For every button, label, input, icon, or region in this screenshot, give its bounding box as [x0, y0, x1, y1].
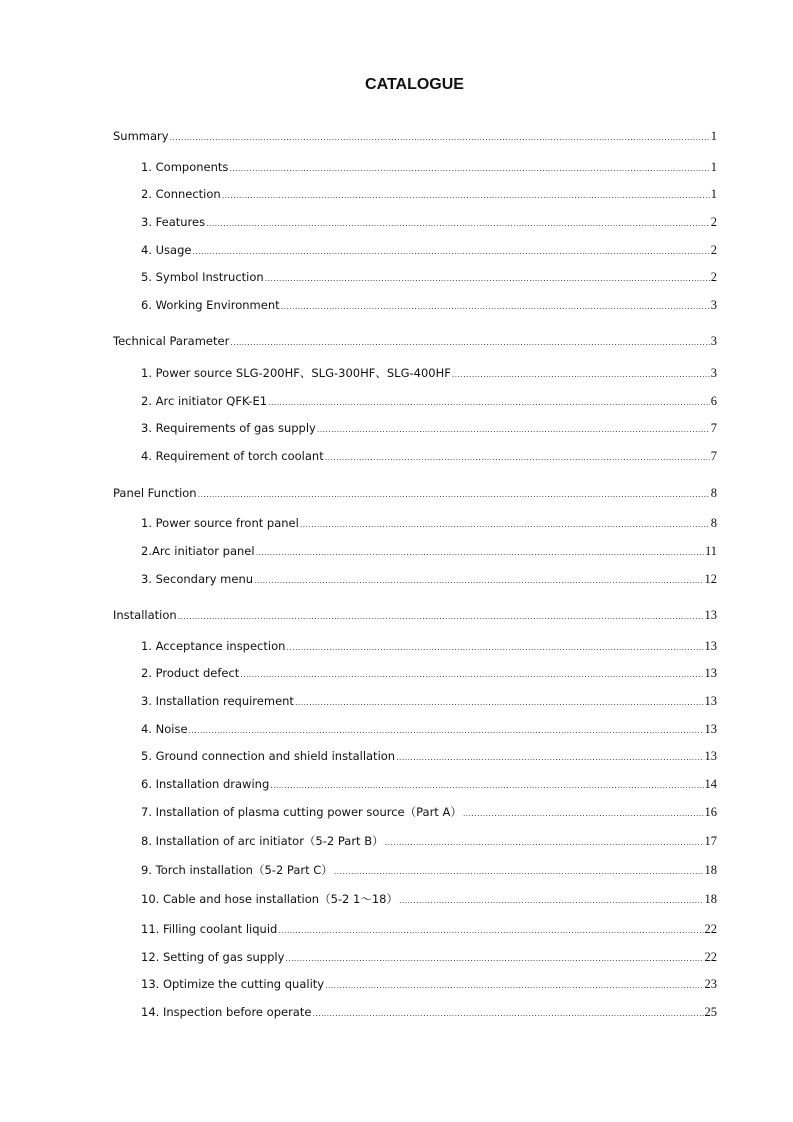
dot-leader: [256, 545, 704, 561]
toc-subsection-entry[interactable]: [141, 665, 717, 683]
dot-leader: [285, 951, 703, 967]
toc-subsection-entry[interactable]: [141, 571, 717, 589]
toc-subsection-entry[interactable]: [141, 420, 717, 438]
toc-entry-page-number: 25: [704, 1005, 717, 1019]
toc-entry-page-number: 7: [710, 421, 717, 435]
dot-leader: [334, 864, 704, 880]
toc-entry-label: 1. Power source SLG-200HF、SLG-300HF、SLG-400HF: [141, 366, 451, 380]
dot-leader: [268, 395, 710, 411]
toc-entry-page-number: 3: [710, 334, 717, 348]
toc-entry-page-number: 1: [710, 187, 717, 201]
dot-leader: [396, 750, 703, 766]
dot-leader: [254, 573, 703, 589]
dot-leader: [198, 487, 710, 503]
toc-entry-label: 2. Connection: [141, 187, 221, 201]
toc-subsection-entry[interactable]: [141, 804, 717, 822]
toc-entry-page-number: 2: [710, 270, 717, 284]
dot-leader: [240, 667, 703, 683]
toc-entry-page-number: 6: [710, 394, 717, 408]
toc-entry-label: 11. Filling coolant liquid: [141, 922, 278, 936]
toc-entry-label: 1. Power source front panel: [141, 516, 299, 530]
toc-entry-page-number: 17: [704, 834, 717, 848]
toc-entry-page-number: 14: [704, 777, 717, 791]
toc-subsection-entry[interactable]: [141, 693, 717, 711]
toc-subsection-entry[interactable]: [141, 543, 717, 561]
dot-leader: [463, 806, 704, 822]
toc-entry-page-number: 16: [704, 805, 717, 819]
toc-entry-label: 1. Acceptance inspection: [141, 639, 286, 653]
toc-entry-page-number: 13: [704, 666, 717, 680]
toc-subsection-entry[interactable]: [141, 638, 717, 656]
dot-leader: [385, 835, 704, 851]
toc-entry-label: 2. Arc initiator QFK-E1: [141, 394, 268, 408]
toc-subsection-entry[interactable]: [141, 949, 717, 967]
toc-subsection-entry[interactable]: [141, 448, 717, 466]
toc-subsection-entry[interactable]: [141, 365, 717, 383]
toc-subsection-entry[interactable]: [141, 833, 717, 851]
toc-entry-label: Technical Parameter: [113, 334, 230, 348]
toc-entry-label: 3. Installation requirement: [141, 694, 294, 708]
dot-leader: [265, 271, 710, 287]
dot-leader: [170, 130, 710, 146]
toc-subsection-entry[interactable]: [141, 976, 717, 994]
toc-subsection-entry[interactable]: [141, 891, 717, 909]
toc-subsection-entry[interactable]: [141, 748, 717, 766]
dot-leader: [317, 422, 710, 438]
toc-entry-label: 10. Cable and hose installation（5-2 1～18）: [141, 892, 398, 906]
toc-entry-page-number: 1: [710, 129, 717, 143]
toc-entry-page-number: 13: [704, 608, 717, 622]
dot-leader: [278, 923, 703, 939]
toc-entry-page-number: 12: [704, 572, 717, 586]
toc-entry-label: 6. Working Environment: [141, 298, 280, 312]
dot-leader: [229, 161, 709, 177]
toc-entry-label: 1. Components: [141, 160, 229, 174]
dot-leader: [452, 367, 710, 383]
toc-subsection-entry[interactable]: [141, 269, 717, 287]
toc-entry-page-number: 22: [704, 950, 717, 964]
toc-entry-label: 2. Product defect: [141, 666, 240, 680]
toc-entry-label: 5. Symbol Instruction: [141, 270, 264, 284]
toc-entry-label: 6. Installation drawing: [141, 777, 270, 791]
dot-leader: [295, 695, 704, 711]
toc-entry-page-number: 18: [704, 863, 717, 877]
toc-subsection-entry[interactable]: [141, 515, 717, 533]
toc-subsection-entry[interactable]: [141, 721, 717, 739]
toc-section-entry[interactable]: [113, 128, 717, 146]
toc-entry-page-number: 13: [704, 749, 717, 763]
toc-entry-label: 3. Secondary menu: [141, 572, 254, 586]
toc-subsection-entry[interactable]: [141, 159, 717, 177]
toc-entry-page-number: 13: [704, 639, 717, 653]
toc-entry-label: 3. Features: [141, 215, 206, 229]
dot-leader: [312, 1006, 703, 1022]
toc-entry-label: 14. Inspection before operate: [141, 1005, 312, 1019]
toc-entry-page-number: 2: [710, 215, 717, 229]
toc-entry-page-number: 23: [704, 977, 717, 991]
toc-entry-label: Panel Function: [113, 486, 197, 500]
dot-leader: [206, 216, 710, 232]
toc-subsection-entry[interactable]: [141, 186, 717, 204]
toc-entry-page-number: 8: [710, 486, 717, 500]
toc-entry-label: Installation: [113, 608, 177, 622]
toc-entry-label: 4. Noise: [141, 722, 188, 736]
toc-entry-page-number: 11: [704, 544, 717, 558]
dot-leader: [230, 335, 709, 351]
dot-leader: [189, 723, 704, 739]
dot-leader: [281, 299, 710, 315]
toc-entry-page-number: 8: [710, 516, 717, 530]
toc-entry-page-number: 13: [704, 694, 717, 708]
toc-entry-page-number: 18: [704, 892, 717, 906]
dot-leader: [325, 450, 710, 466]
dot-leader: [222, 188, 710, 204]
toc-subsection-entry[interactable]: [141, 242, 717, 260]
toc-subsection-entry[interactable]: [141, 921, 717, 939]
dot-leader: [270, 778, 703, 794]
toc-entry-label: 12. Setting of gas supply: [141, 950, 285, 964]
dot-leader: [399, 893, 704, 909]
toc-section-entry[interactable]: [113, 485, 717, 503]
dot-leader: [178, 609, 704, 625]
toc-entry-label: 8. Installation of arc initiator（5-2 Part B）: [141, 834, 384, 848]
toc-entry-page-number: 13: [704, 722, 717, 736]
toc-section-entry[interactable]: [113, 607, 717, 625]
toc-entry-page-number: 22: [704, 922, 717, 936]
toc-entry-page-number: 7: [710, 449, 717, 463]
toc-subsection-entry[interactable]: [141, 862, 717, 880]
toc-section-entry[interactable]: [113, 333, 717, 351]
toc-entry-page-number: 3: [710, 366, 717, 380]
toc-subsection-entry[interactable]: [141, 776, 717, 794]
dot-leader: [192, 244, 709, 260]
toc-entry-label: 5. Ground connection and shield installation: [141, 749, 396, 763]
dot-leader: [300, 517, 710, 533]
toc-entry-page-number: 2: [710, 243, 717, 257]
toc-entry-label: 13. Optimize the cutting quality: [141, 977, 325, 991]
toc-entry-label: 9. Torch installation（5-2 Part C）: [141, 863, 333, 877]
toc-subsection-entry[interactable]: [141, 214, 717, 232]
toc-subsection-entry[interactable]: [141, 1004, 717, 1022]
toc-entry-label: 7. Installation of plasma cutting power source（Part A）: [141, 805, 462, 819]
toc-entry-label: Summary: [113, 129, 169, 143]
toc-subsection-entry[interactable]: [141, 297, 717, 315]
toc-entry-label: 4. Requirement of torch coolant: [141, 449, 324, 463]
toc-entry-page-number: 1: [710, 160, 717, 174]
toc-entry-label: 3. Requirements of gas supply: [141, 421, 316, 435]
dot-leader: [286, 640, 703, 656]
toc-entry-label: 2.Arc initiator panel: [141, 544, 255, 558]
toc-subsection-entry[interactable]: [141, 393, 717, 411]
toc-entry-label: 4. Usage: [141, 243, 192, 257]
catalogue-title: CATALOGUE: [365, 76, 464, 93]
dot-leader: [325, 978, 703, 994]
toc-entry-page-number: 3: [710, 298, 717, 312]
